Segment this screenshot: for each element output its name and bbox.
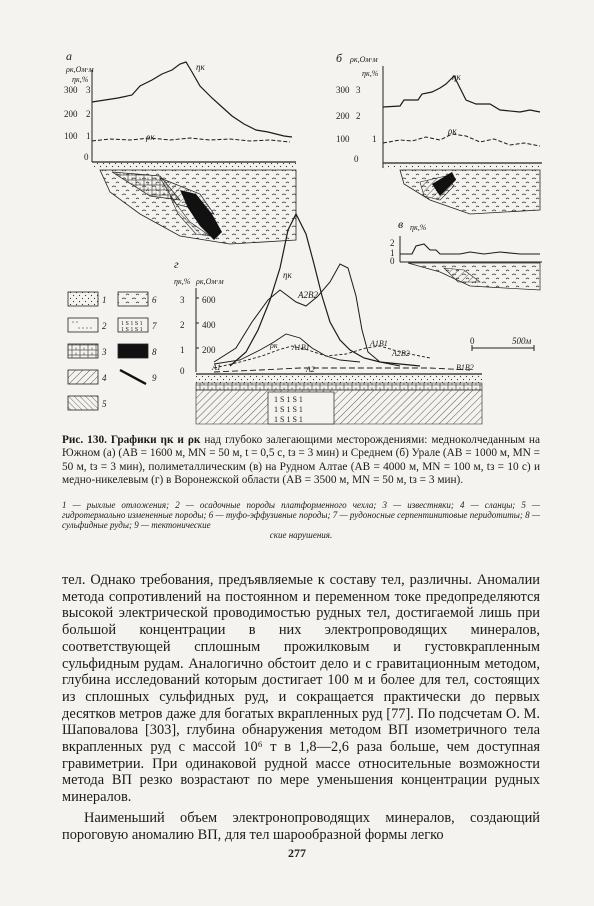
curve-label-rho-b: ρк: [448, 126, 457, 136]
tick: 200: [202, 345, 216, 355]
panel-g-axis-eta: ηк,%: [174, 277, 191, 286]
tick: 0: [84, 152, 89, 162]
curve-label: A2: [306, 365, 315, 374]
tick: 100: [336, 134, 350, 144]
tick: 2: [390, 238, 395, 248]
legend-description: [62, 500, 540, 540]
rock-symbol: 1 Ѕ 1 Ѕ 1: [121, 321, 143, 327]
panel-b-letter: б: [336, 51, 343, 65]
legend-number: 6: [152, 295, 157, 305]
panel-b: [336, 51, 542, 214]
tick: 200: [336, 111, 350, 121]
panel-v-letter: в: [398, 217, 404, 231]
panel-b-axis-eta: ηк,%: [362, 69, 379, 78]
tick: 3: [86, 85, 91, 95]
page-number: 277: [288, 846, 306, 860]
curve-label-eta-b: ηк: [452, 72, 461, 82]
panel-b-axis-rho: ρк,Ом·м: [350, 55, 378, 64]
panel-g: [174, 214, 534, 424]
rock-symbol: 1 Ѕ 1 Ѕ 1: [274, 415, 303, 424]
tick: 0: [354, 154, 359, 164]
figure-caption: [62, 434, 540, 487]
panel-a: [64, 49, 296, 244]
curve-label: A1B1: [292, 343, 310, 352]
rock-symbol: 1 Ѕ 1 Ѕ 1: [274, 405, 303, 414]
body-text: [62, 572, 540, 843]
legend-number: 2: [102, 321, 107, 331]
panel-a-axis-eta: ηк,%: [72, 75, 89, 84]
curve-label: A1B1: [370, 339, 388, 348]
curve-label: B1B2: [456, 363, 474, 372]
panel-g-axis-rho: ρк,Ом·м: [196, 277, 224, 286]
scale-left: 0: [470, 336, 475, 346]
curve-label: A1: [212, 363, 221, 372]
tick: 600: [202, 295, 216, 305]
tick: 1: [390, 248, 395, 258]
tick: 1: [180, 345, 185, 355]
tick: 3: [356, 85, 361, 95]
rock-symbol: 1 Ѕ 1 Ѕ 1: [121, 327, 143, 333]
paragraph: Наименьший объем электронопроводящих минералов, создающий пороговую аномалию ВП, для тел шарообразной формы легко: [62, 809, 540, 843]
tick: 0: [180, 366, 185, 376]
tick: 2: [86, 109, 91, 119]
tick: 100: [64, 131, 78, 141]
tick: 1: [86, 131, 91, 141]
tick: 2: [180, 320, 185, 330]
legend-number: 4: [102, 373, 107, 383]
tick: 1: [372, 134, 377, 144]
panel-a-axis-rho: ρк,Ом·м: [66, 65, 94, 74]
curve-label: A2B2: [392, 349, 410, 358]
figure-130: [0, 0, 594, 430]
caption-lead: Рис. 130. Графики ηк и ρк: [62, 434, 201, 446]
figure-legend: [68, 292, 157, 410]
curve-label: ηк: [283, 270, 292, 280]
caption-text: над глубоко залегающими месторождениями: медноколчеданным на Южном (а) (AB = 1600 м, MN = 50 м, t = 0,5 с, tз = 3 мин) и Среднем (б) Урале (AB = 1000 м, MN = 50 м, tз = 3 мин), полиметаллическим (в) на Рудном Алтае (AB = 4000 м, MN = 100 м, tз = 10 с) и медно-никелевым (г) в Воронежской области (AB = 3500 м, MN = 50 м, tз = 3 мин).: [62, 434, 541, 486]
panel-v-axis-eta: ηк,%: [410, 223, 427, 232]
tick: 200: [64, 109, 78, 119]
paragraph: тел. Однако требования, предъявляемые к составу тел, различны. Аномалии метода сопротивлений на постоянном и переменном токе предопределяются высокой электрической проводимостью рудных тел, достигаемой лишь при большой концентрации в них электропроводящих минералов, соответствующей сплошным прожилковым и густовкрапленным сульфидным рудам. Аналогично обстоит дело и с гравитационным методом, глубина исследований которым достигает 100 м и более для тел, состоящих из сплошных сульфидных руд, и сокращается практически до первых десятков метров даже для богатых вкрапленных руд [77]. По подсчетам О. М. Шаповалова [303], глубина обнаружения методом ВП изометричного тела вкрапленных руд с массой 10⁶ т в 1,8—2,6 раза больше, чем доступная гравиметрии. При одинаковой рудной массе относительные возможности метода ВП резко возрастают по мере уменьшения концентрации рудных минералов.: [62, 572, 540, 806]
tick: 2: [356, 111, 361, 121]
rock-symbol: 1 Ѕ 1 Ѕ 1: [274, 395, 303, 404]
legend-number: 5: [102, 399, 107, 409]
tick: 3: [180, 295, 185, 305]
scale-right: 500м: [512, 336, 532, 346]
tick: 300: [64, 85, 78, 95]
panel-v: [390, 217, 542, 290]
curve-label: ρк: [270, 341, 278, 350]
curve-label: A2B2: [298, 290, 318, 300]
legend-number: 8: [152, 347, 157, 357]
curve-label-eta-a: ηк: [196, 62, 205, 72]
legend-number: 9: [152, 373, 157, 383]
legend-text-last: ские нарушения.: [269, 530, 333, 540]
legend-number: 7: [152, 321, 157, 331]
tick: 400: [202, 320, 216, 330]
legend-number: 3: [102, 347, 107, 357]
panel-a-letter: а: [66, 49, 72, 63]
tick: 0: [390, 256, 395, 266]
tick: 300: [336, 85, 350, 95]
curve-label-rho-a: ρк: [146, 132, 155, 142]
legend-number: 1: [102, 295, 107, 305]
legend-text: 1 — рыхлые отложения; 2 — осадочные породы платформенного чехла; 3 — известняки; 4 — сланцы; 5 — гидротермально измененные породы; 6 — туфо-эффузивные породы; 7 — рудоносные серпентинитовые перидотиты; 8 — сульфидные руды; 9 — тектонические: [62, 500, 540, 530]
panel-g-letter: г: [174, 257, 179, 271]
